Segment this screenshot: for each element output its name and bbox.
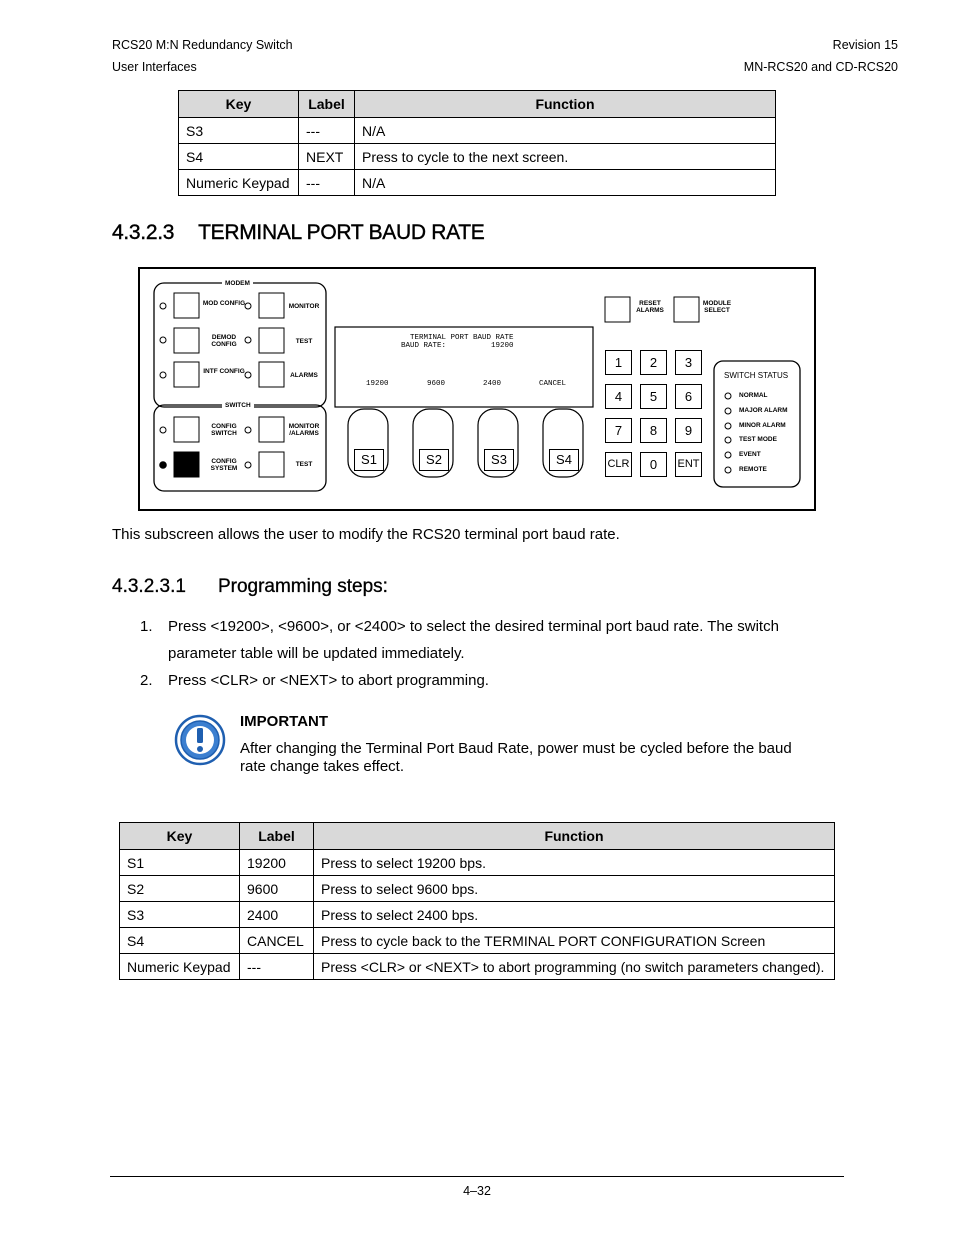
status-minor-alarm: MINOR ALARM: [739, 422, 786, 429]
table-row: [179, 144, 776, 170]
cell-label: ---: [299, 170, 355, 196]
keypad-key-ent[interactable]: ENT: [675, 452, 702, 477]
cell-key: S4: [179, 144, 299, 170]
cell-label: 19200: [240, 850, 314, 876]
step-1-line-2: parameter table will be updated immediately.: [168, 645, 465, 662]
cell-key: Numeric Keypad: [120, 954, 240, 980]
table-header-row: [179, 91, 776, 118]
subsection-number: 4.3.2.3.1: [112, 576, 186, 597]
config-switch-label: CONFIG SWITCH: [211, 423, 237, 437]
intro-paragraph: This subscreen allows the user to modify the RCS20 terminal port baud rate.: [112, 526, 620, 543]
key-table-baud-rate: [119, 822, 835, 980]
keypad-key-7[interactable]: 7: [605, 418, 632, 443]
lcd-option-3: 2400: [483, 380, 502, 388]
cell-key: S2: [120, 876, 240, 902]
section-title: TERMINAL PORT BAUD RATE: [198, 221, 485, 244]
status-event: EVENT: [739, 451, 761, 458]
cell-function: N/A: [355, 170, 776, 196]
keypad-key-5[interactable]: 5: [640, 384, 667, 409]
keypad-key-0[interactable]: 0: [640, 452, 667, 477]
header-doc-title: RCS20 M:N Redundancy Switch: [112, 38, 293, 52]
subsection-title: Programming steps:: [217, 576, 388, 597]
soft-key-s2[interactable]: S2: [419, 449, 449, 471]
soft-key-s1[interactable]: S1: [354, 449, 384, 471]
status-test-mode: TEST MODE: [739, 436, 777, 443]
section-number: 4.3.2.3: [112, 221, 175, 244]
step-2-number: 2.: [140, 672, 153, 689]
table-row: [120, 928, 835, 954]
lcd-line-1: TERMINAL PORT BAUD RATE: [410, 334, 514, 342]
cell-function: Press to cycle back to the TERMINAL PORT CONFIGURATION Screen: [314, 928, 835, 954]
table-row: [179, 170, 776, 196]
cell-label: ---: [299, 118, 355, 144]
step-1-line-1: Press <19200>, <9600>, or <2400> to select the desired terminal port baud rate. The switch: [168, 618, 779, 635]
monitor-alarms-label: MONITOR /ALARMS: [288, 423, 320, 437]
table-row: [120, 954, 835, 980]
table-header-row: [120, 823, 835, 850]
important-line-1: After changing the Terminal Port Baud Rate, power must be cycled before the baud: [240, 740, 792, 757]
cell-key: Numeric Keypad: [179, 170, 299, 196]
front-panel-figure: [138, 267, 816, 511]
col-header-label: Label: [240, 823, 314, 850]
important-icon: [174, 714, 226, 766]
cell-key: S3: [179, 118, 299, 144]
keypad-key-6[interactable]: 6: [675, 384, 702, 409]
cell-key: S4: [120, 928, 240, 954]
status-major-alarm: MAJOR ALARM: [739, 407, 788, 414]
important-line-2: rate change takes effect.: [240, 758, 404, 775]
table-row: [120, 876, 835, 902]
keypad-key-clr[interactable]: CLR: [605, 452, 632, 477]
cell-function: Press <CLR> or <NEXT> to abort programming (no switch parameters changed).: [314, 954, 835, 980]
soft-key-s4[interactable]: S4: [549, 449, 579, 471]
cell-function: Press to select 9600 bps.: [314, 876, 835, 902]
header-doc-number: MN-RCS20 and CD-RCS20: [743, 60, 898, 74]
module-select-label: MODULE SELECT: [702, 300, 732, 314]
col-header-key: Key: [120, 823, 240, 850]
keypad-key-2[interactable]: 2: [640, 350, 667, 375]
cell-label: ---: [240, 954, 314, 980]
key-table-previous: [178, 90, 776, 196]
status-normal: NORMAL: [739, 392, 768, 399]
table-row: [120, 902, 835, 928]
header-revision: Revision 15: [832, 38, 898, 52]
cell-label: CANCEL: [240, 928, 314, 954]
col-header-function: Function: [355, 91, 776, 118]
footer-rule: [110, 1176, 844, 1177]
col-header-label: Label: [299, 91, 355, 118]
header-chapter: User Interfaces: [112, 60, 197, 74]
lcd-line-2: BAUD RATE: 19200: [401, 342, 514, 350]
cell-label: 2400: [240, 902, 314, 928]
section-heading: [112, 221, 485, 245]
demod-config-label: DEMOD CONFIG: [211, 334, 237, 348]
test-switch-label: TEST: [295, 461, 313, 468]
cell-key: S1: [120, 850, 240, 876]
lcd-option-2: 9600: [427, 380, 446, 388]
test-label: TEST: [295, 338, 313, 345]
step-1-number: 1.: [140, 618, 153, 635]
alarms-label: ALARMS: [290, 372, 318, 379]
keypad-key-1[interactable]: 1: [605, 350, 632, 375]
important-title: IMPORTANT: [240, 713, 329, 730]
modem-group-label: MODEM: [222, 280, 253, 287]
col-header-function: Function: [314, 823, 835, 850]
col-header-key: Key: [179, 91, 299, 118]
keypad-key-8[interactable]: 8: [640, 418, 667, 443]
config-system-label: CONFIG SYSTEM: [210, 458, 238, 472]
table-row: [179, 118, 776, 144]
status-remote: REMOTE: [739, 466, 767, 473]
cell-function: Press to select 19200 bps.: [314, 850, 835, 876]
table-row: [120, 850, 835, 876]
switch-group-label: SWITCH: [222, 402, 254, 409]
cell-function: N/A: [355, 118, 776, 144]
monitor-label: MONITOR: [288, 303, 320, 310]
keypad-key-4[interactable]: 4: [605, 384, 632, 409]
intf-config-label: INTF CONFIG: [203, 368, 245, 375]
subsection-heading: [112, 576, 388, 598]
keypad-key-9[interactable]: 9: [675, 418, 702, 443]
cell-function: Press to select 2400 bps.: [314, 902, 835, 928]
mod-config-label: MOD CONFIG: [202, 300, 246, 307]
step-2-line-1: Press <CLR> or <NEXT> to abort programming.: [168, 672, 489, 689]
cell-label: NEXT: [299, 144, 355, 170]
lcd-option-4: CANCEL: [539, 380, 567, 388]
keypad-key-3[interactable]: 3: [675, 350, 702, 375]
lcd-option-1: 19200: [366, 380, 389, 388]
cell-label: 9600: [240, 876, 314, 902]
switch-status-title: SWITCH STATUS: [724, 371, 789, 380]
cell-key: S3: [120, 902, 240, 928]
cell-function: Press to cycle to the next screen.: [355, 144, 776, 170]
soft-key-s3[interactable]: S3: [484, 449, 514, 471]
reset-alarms-label: RESET ALARMS: [636, 300, 664, 314]
page-number: 4–32: [463, 1184, 491, 1198]
